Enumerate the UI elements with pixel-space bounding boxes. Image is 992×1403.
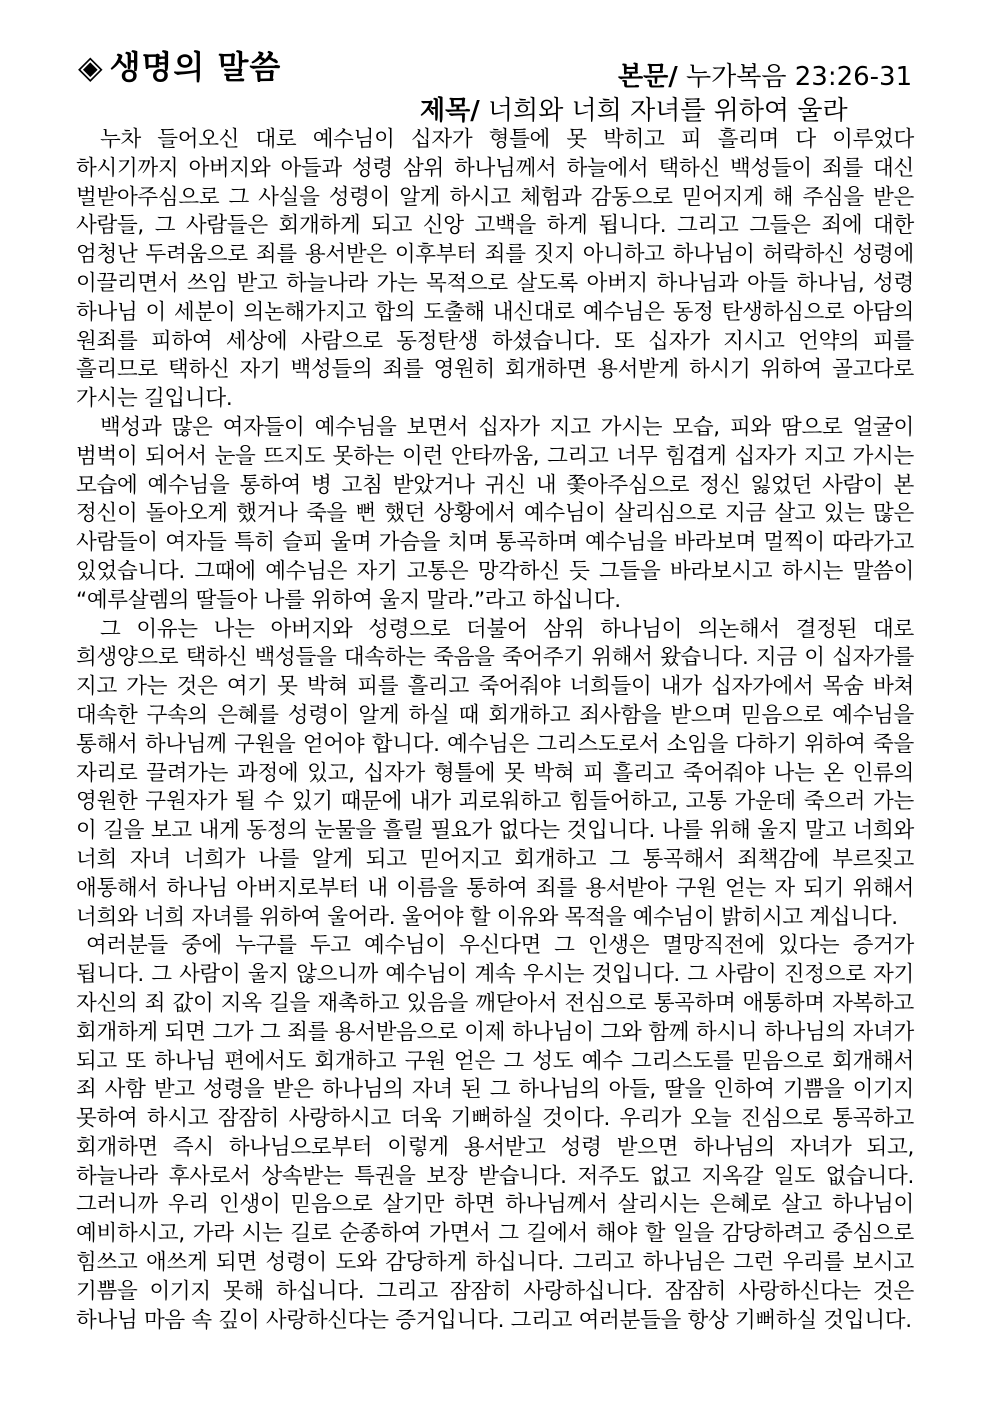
sermon-body: [76, 126, 914, 1335]
scripture-ref: 누가복음 23:26-31: [686, 62, 913, 92]
paragraph-2: 백성과 많은 여자들이 예수님을 보면서 십자가 지고 가시는 모습, 피와 땀으로 얼굴이 범벅이 되어서 눈을 뜨지도 못하는 이런 안타까움, 그리고 너무 힘겹게 십자가 지고 가시는 모습에 예수님을 통하여 병 고침 받았거나 귀신 내 쫓아주심으로 정신 잃었던 사람이 본 정신이 돌아오게 했거나 죽을 뻔 했던 상황에서 예수님이 살리심으로 지금 살고 있는 많은 사람들이 여자들 특히 슬피 울며 가슴을 치며 통곡하며 예수님을 바라보며 멀찍이 따라가고 있었습니다. 그때에 예수님은 자기 고통은 망각하신 듯 그들을 바라보시고 하시는 말씀이 “예루살렘의 딸들아 나를 위하여 울지 말라.”라고 하십니다.: [76, 414, 914, 613]
scripture-reference: [618, 56, 912, 93]
subject-label: 제목/: [420, 96, 480, 126]
paragraph-3: 그 이유는 나는 아버지와 성령으로 더불어 삼위 하나님이 의논해서 결정된 대로 희생양으로 택하신 백성들을 대속하는 죽음을 죽어주기 위해서 왔습니다. 지금 이 십자가를 지고 가는 것은 여기 못 박혀 피를 흘리고 죽어줘야 너희들이 내가 십자가에서 목숨 바쳐 대속한 구속의 은혜를 성령이 알게 하실 때 회개하고 죄사함을 받으며 믿음으로 예수님을 통해서 하나님께 구원을 얻어야 합니다. 예수님은 그리스도로서 소임을 다하기 위하여 죽을 자리로 끌려가는 과정에 있고, 십자가 형틀에 못 박혀 피 흘리고 죽어줘야 나는 온 인류의 영원한 구원자가 될 수 있기 때문에 내가 괴로워하고 힘들어하고, 고통 가운데 죽으러 가는 이 길을 보고 내게 동정의 눈물을 흘릴 필요가 없다는 것입니다. 나를 위해 울지 말고 너희와 너희 자녀 너희가 나를 알게 되고 믿어지고 회개하고 그 통곡해서 죄책감에 부르짖고 애통해서 하나님 아버지로부터 내 이름을 통하여 죄를 용서받아 구원 얻는 자 되기 위해서 너희와 너희 자녀를 위하여 울어라. 울어야 할 이유와 목적을 예수님이 밝히시고 계십니다.: [76, 616, 914, 930]
paragraph-4: 여러분들 중에 누구를 두고 예수님이 우신다면 그 인생은 멸망직전에 있다는 증거가 됩니다. 그 사람이 울지 않으니까 예수님이 계속 우시는 것입니다. 그 사람이 진정으로 자기 자신의 죄 값이 지옥 길을 재촉하고 있음을 깨닫아서 전심으로 통곡하며 애통하며 자복하고 회개하게 되면 그가 그 죄를 용서받음으로 이제 하나님이 그와 함께 하시니 하나님의 자녀가 되고 또 하나님 편에서도 회개하고 구원 얻은 그 성도 예수 그리스도를 믿음으로 회개해서 죄 사함 받고 성령을 받은 하나님의 자녀 된 그 하나님의 아들, 딸을 인하여 기쁨을 이기지 못하여 하시고 잠잠히 사랑하시고 더욱 기뻐하실 것이다. 우리가 오늘 진심으로 통곡하고 회개하면 즉시 하나님으로부터 이렇게 용서받고 성령 받으면 하나님의 자녀가 되고, 하늘나라 후사로서 상속받는 특권을 보장 받습니다. 저주도 없고 지옥갈 일도 없습니다. 그러니까 우리 인생이 믿음으로 살기만 하면 하나님께서 살리시는 은혜로 살고 하나님이 예비하시고, 가라 시는 길로 순종하여 가면서 그 길에서 해야 할 일을 감당하려고 중심으로 힘쓰고 애쓰게 되면 성령이 도와 감당하게 하십니다. 그리고 하나님은 그런 우리를 보시고 기쁨을 이기지 못해 하십니다. 그리고 잠잠히 사랑하십니다. 잠잠히 사랑하신다는 것은 하나님 마음 속 깊이 사랑하신다는 증거입니다. 그리고 여러분들을 항상 기뻐하실 것입니다.: [76, 933, 914, 1333]
scripture-label: 본문/: [618, 62, 678, 92]
diamond-bullet-icon: ◈: [78, 48, 104, 86]
subject-text: 너희와 너희 자녀를 위하여 울라: [488, 96, 848, 126]
sermon-subject: [420, 90, 848, 127]
section-title-text: 생명의 말씀: [109, 48, 282, 86]
section-title: [78, 42, 281, 88]
paragraph-1: 누차 들어오신 대로 예수님이 십자가 형틀에 못 박히고 피 흘리며 다 이루었다 하시기까지 아버지와 아들과 성령 삼위 하나님께서 하늘에서 택하신 백성들이 죄를 대신 벌받아주심으로 그 사실을 성령이 알게 하시고 체험과 감동으로 믿어지게 해 주심을 받은 사람들, 그 사람들은 회개하게 되고 신앙 고백을 하게 됩니다. 그리고 그들은 죄에 대한 엄청난 두려움으로 죄를 용서받은 이후부터 죄를 짓지 아니하고 하나님이 허락하신 성령에 이끌리면서 쓰임 받고 하늘나라 가는 목적으로 살도록 아버지 하나님과 아들 하나님, 성령 하나님 이 세분이 의논해가지고 합의 도출해 내신대로 예수님은 동정 탄생하심으로 아담의 원죄를 피하여 세상에 사람으로 동정탄생 하셨습니다. 또 십자가 지시고 언약의 피를 흘리므로 택하신 자기 백성들의 죄를 영원히 회개하면 용서받게 하시기 위하여 골고다로 가시는 길입니다.: [76, 127, 914, 412]
